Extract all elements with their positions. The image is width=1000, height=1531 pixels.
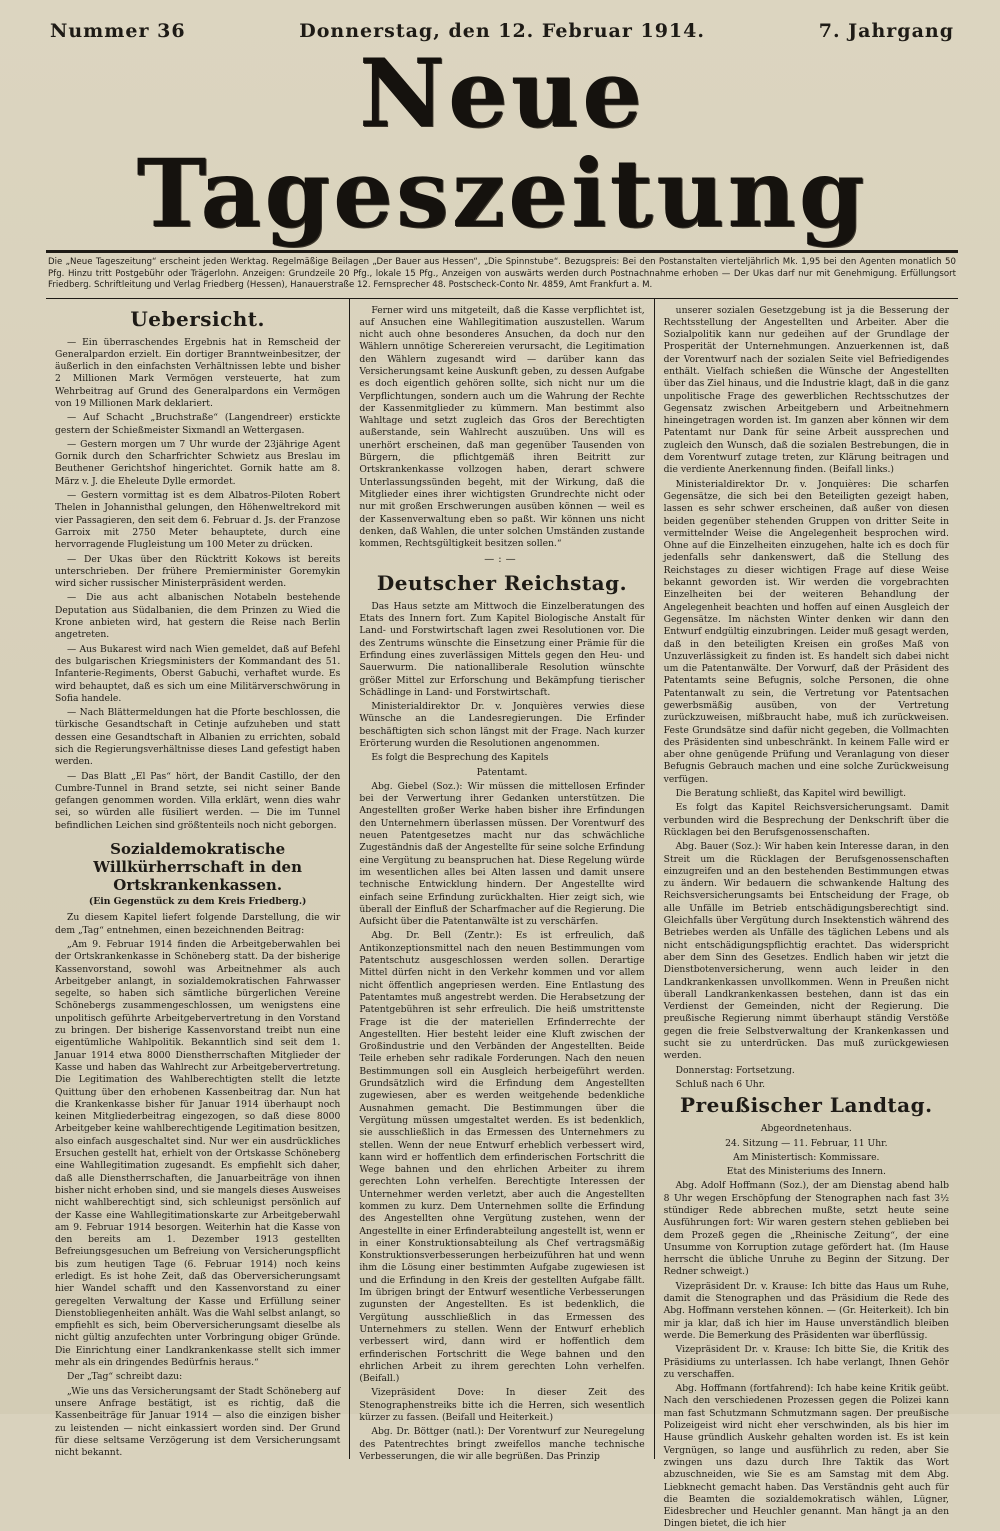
- paragraph: Ferner wird uns mitgeteilt, daß die Kasse verpflichtet ist, auf Ansuchen eine Wahllegitimation auszustellen. Warum nicht auch ohne besonderes Ansuchen, da doch nur den Wählern unnötige Scherereien verursacht, die Legitimation den Wählern zugesandt wird — darüber kann das Versicherungsamt keine Auskunft geben, zu dessen Aufgabe es doch eigentlich gehören sollte, sich nicht nur um die Verpflichtungen, sondern auch um die Wahrung der Rechte der Kassenmitglieder zu kümmern. Man bestimmt also Wahltage und setzt zugleich das Gros der Berechtigten außerstande, sein Wahlrecht auszuüben. Uns will es unerhört erscheinen, daß man gegenüber Tausenden von Bürgern, die pflichtgemäß ihren Beitritt zur Ortskrankenkasse vollzogen haben, derart schwere Unterlassungssünden begeht, mit der Wirkung, daß die Mitglieder eines ihrer wichtigsten Grundrechte nicht oder nur mit großen Erschwerungen ausüben können — weil es der Kassenverwaltung eben so paßt. Wir können uns nicht denken, daß Wahlen, die unter solchen Umständen zustande kommen, Rechtsgültigkeit besitzen sollen.“: [359, 304, 645, 550]
- column-3: [654, 299, 958, 1530]
- reichstag-cont-paragraphs: [664, 305, 949, 1092]
- paragraph: Es folgt das Kapitel Reichsversicherungsamt. Damit verbunden wird die Besprechung der Denkschrift über die Rücklagen bei den Berufsgenossenschaften.: [663, 802, 949, 838]
- patentamt-subheading: Patentamt.: [476, 766, 528, 778]
- paragraph: Der „Tag“ schreibt dazu:: [67, 1371, 183, 1383]
- article-subheading-krankenkassen: (Ein Gegenstück zu dem Kreis Friedberg.): [88, 896, 307, 908]
- paragraph: unserer sozialen Gesetzgebung ist ja die Besserung der Rechtsstellung der Angestellten und Arbeiter. Aber die Sozialpolitik kann nur gedeihen auf der Grundlage der Prosperität der Unternehmungen. Anzuerkennen ist, daß der Vorentwurf nach der sozialen Seite viel Befriedigendes enthält. Vielfach schießen die Wünsche der Angestellten über das Ziel hinaus, und die Industrie klagt, daß in die ganz unpolitische Frage des gewerblichen Rechtsschutzes der Gegensatz zwischen Arbeitgebern und Arbeitnehmern hineingetragen worden ist. Im ganzen aber können wir dem Patentamt nur Dank für seine Arbeit aussprechen und zugleich den Wunsch, daß die sozialen Bestrebungen, die in dem Vorentwurf zutage treten, zur Klärung beitragen und die verdiente Anerkennung finden. (Beifall links.): [663, 304, 949, 476]
- paragraph: Zu diesem Kapitel liefert folgende Darstellung, die wir dem „Tag“ entnehmen, einen bezeichnenden Beitrag:: [55, 912, 341, 936]
- landtag-sub-house: Abgeordnetenhaus.: [760, 1123, 852, 1135]
- paragraph: — Aus Bukarest wird nach Wien gemeldet, daß auf Befehl des bulgarischen Kriegsministers der Kommandant des 51. Infanterie-Regiments, Oberst Gabuchi, verhaftet wurde. Es wird behauptet, daß es sich um eine Militärverschwörung in Sofia handele.: [55, 643, 341, 704]
- continued-paragraphs: [359, 305, 644, 551]
- volume-year: 7. Jahrgang: [818, 20, 954, 42]
- article-columns: [46, 298, 958, 1530]
- paragraph: Abg. Dr. Böttger (natl.): Der Vorentwurf zur Neuregelung des Patentrechtes bringt zweifellos manche technische Verbesserungen, die wir alle begrüßen. Das Prinzip: [359, 1426, 645, 1462]
- paragraph: Abg. Giebel (Soz.): Wir müssen die mittellosen Erfinder bei der Verwertung ihrer Gedanken unterstützen. Die Angestellten großer Werke haben bisher ihre Erfindungen den Unternehmern überlassen müssen. Der Vorentwurf des neuen Patentgesetzes macht nur das schwächliche Zugeständnis daß der Angestellte für seine solche Erfindung eine Vergütung zu beanspruchen hat. Diese Regelung würde im wesentlichen alles bei Alten lassen und damit unsere technische Entwicklung hindern. Der Angestellte wird einfach seine Erfindung zurückhalten. Hier zeigt sich, wie überall der Einfluß der Scharfmacher auf die Regierung. Die Aufsicht über die Patentanwälte ist zu verschärfen.: [359, 780, 645, 928]
- landtag-sub-session: 24. Sitzung — 11. Februar, 11 Uhr.: [725, 1137, 888, 1149]
- reichstag-heading: Deutscher Reichstag.: [376, 570, 628, 595]
- landtag-sub-ministers: Am Ministertisch: Kommissare.: [733, 1151, 880, 1163]
- paragraph: Vizepräsident Dr. v. Krause: Ich bitte das Haus um Ruhe, damit die Stenographen und das Präsidium die Rede des Abg. Hoffmann verstehen können. — (Gr. Heiterkeit). Ich bin mir ja klar, daß ich hier im Hause unverständlich bleiben werde. Die Bemerkung des Präsidenten war überflüssig.: [663, 1280, 949, 1341]
- issue-number: Nummer 36: [50, 20, 186, 42]
- paragraph: „Am 9. Februar 1914 finden die Arbeitgeberwahlen bei der Ortskrankenkasse in Schöneberg statt. Da der bisherige Kassenvorstand, sowohl was Arbeitnehmer als auch Arbeitgeber anlangt, in sozialdemokratischen Fahrwasser segelte, so haben sich sämtliche bürgerlichen Vereine Schönebergs zusammengeschlossen, um wenigstens eine unpolitisch geführte Arbeitgebervertretung in den Vorstand zu bringen. Der bisherige Kassenvorstand treibt nun eine eigentümliche Wahlpolitik. Bekanntlich sind seit dem 1. Januar 1914 etwa 8000 Dienstherrschaften Mitglieder der Kasse und haben das Wahlrecht zur Arbeitgebervertretung. Die Legitimation des Wahlberechtigten stellt die letzte Quittung über den erhobenen Kassenbeitrag dar. Nun hat die Krankenkasse bisher für Januar 1914 überhaupt noch keinen Mitgliederbeitrag eingezogen, so daß diese 8000 Arbeitgeber keine wahlberechtigende Legitimation besitzen, also einfach ausgeschaltet sind. Nur wer ein ausdrückliches Ersuchen gestellt hat, erhielt von der Ortskasse Schöneberg eine Wahllegitimation zugesandt. Es empfiehlt sich daher, daß alle Dienstherrschaften, die Januarbeiträge von ihnen bisher nicht erhoben sind, und sie mangels dieses Ausweises nicht wahlberechtigt sind, sich schleunigst persönlich auf der Kasse eine Wahllegitimationskarte zur Arbeitgeberwahl am 9. Februar 1914 besorgen. Weiterhin hat die Kasse von den bereits am 1. Dezember 1913 gestellten Befreiungsgesuchen um Befreiung von Versicherungspflicht bis zum heutigen Tage (6. Februar 1914) noch keins erledigt. Es ist hohe Zeit, daß das Oberversicherungsamt hier Wandel schafft und den Kassenvorstand zu einer geregelten Verwaltung der Kasse und Erfüllung seiner Dienstobliegenheiten anhält. Was die Wahl selbst anlangt, so empfiehlt es sich, beim Oberversicherungsamt dieselbe als nicht gültig anzufechten unter Vorbringung obiger Gründe. Die Einrichtung einer Landkrankenkasse stellt sich immer mehr als ein dringendes Bedürfnis heraus.“: [55, 938, 341, 1369]
- publication-info: Die „Neue Tageszeitung“ erscheint jeden Werktag. Regelmäßige Beilagen „Der Bauer aus Hessen“, „Die Spinnstube“. Bezugspreis: Bei den Postanstalten vierteljährlich Mk. 1,95 bei den Agenten monatlich 50 Pfg. Hinzu tritt Postgebühr oder Trägerlohn. Anzeigen: Grundzeile 20 Pfg., lokale 15 Pfg., Anzeigen von auswärts werden durch Postnachnahme erhoben — Der Ukas darf nur mit Genehmigung. Erfüllungsort Friedberg. Schriftleitung und Verlag Friedberg (Hessen), Hanauerstraße 12. Fernsprecher 48. Postscheck-Conto Nr. 4859, Amt Frankfurt a. M.: [48, 257, 956, 290]
- paragraph: Vizepräsident Dove: In dieser Zeit des Stenographenstreiks bitte ich die Herren, sich wesentlich kürzer zu fassen. (Beifall und Heiterkeit.): [359, 1387, 645, 1424]
- paragraph: Abg. Bauer (Soz.): Wir haben kein Interesse daran, in den Streit um die Rücklagen der Berufsgenossenschaften einzugreifen und an den bestehenden Bestimmungen etwas zu ändern. Wir bedauern die schwankende Haltung des Reichsversicherungsamts bei Entscheidung der Frage, ob alle Unfälle im Betrieb entschädigungsberechtigt sind. Gleichfalls über Vergütung durch Insektenstich während des Betriebes werden als Unfälle des täglichen Lebens und als nicht entschädigungspflichtig erachtet. Das widerspricht aber dem Sinn des Gesetzes. Endlich haben wir jetzt die Dienstbotenversicherung, wenn auch leider in den Landkrankenkassen unvollkommen. Wenn in Preußen nicht überall Landkrankenkassen bestehen, dann ist das ein Verdienst der Gemeinden, nicht der Regierung. Die preußische Regierung nimmt überhaupt ständig Verstöße gegen die freie Selbstverwaltung der Krankenkassen und sucht sie zu unterdrücken. Das muß zurückgewiesen werden.: [663, 841, 949, 1062]
- landtag-sub-etat: Etat des Ministeriums des Innern.: [726, 1166, 886, 1178]
- landtag-heading: Preußischer Landtag.: [680, 1093, 933, 1118]
- paragraph: — Der Ukas über den Rücktritt Kokows ist bereits unterschrieben. Der frühere Premierminister Goremykin wird sicher russischer Ministerpräsident werden.: [55, 553, 341, 590]
- overview-heading: Uebersicht.: [130, 306, 266, 331]
- paragraph: Abg. Dr. Bell (Zentr.): Es ist erfreulich, daß Antikonzeptionsmittel nach den neuen Bestimmungen vom Patentschutz ausgeschlossen werden sollen. Derartige Mittel dürfen nicht in den Verkehr kommen und vor allem nicht öffentlich angepriesen werden. Eine Entlastung des Patentamtes muß angestrebt werden. Die Herabsetzung der Patentgebühren ist sehr erfreulich. Die heiß umstrittenste Frage ist die der materiellen Erfinderrechte der Angestellten. Hier besteht leider eine Kluft zwischen der Großindustrie und den Verbänden der Angestellten. Beide Teile erheben sehr radikale Forderungen. Nach den neuen Bestimmungen soll ein Ausgleich herbeigeführt werden. Grundsätzlich wird die Erfindung dem Angestellten zugewiesen, aber es werden weitgehende bedenkliche Ausnahmen gemacht. Die Bestimmungen über die Vergütung müssen umgestaltet werden. Es ist bedenklich, sie ausschließlich in das Ermessen des Unternehmers zu stellen. Wenn der neue Entwurf erheblich verbessert wird, kann wird er hoffentlich dem erfinderischen Fortschritt die Wege bahnen und den ehrlichen Arbeiter zu ihrem gerechten Lohn verhelfen. Berechtigte Interessen der Unternehmer werden verletzt, aber auch die Angestellten kommen zu kurz. Dem Unternehmen sollte die Erfindung des Angestellten ohne Vergütung zustehen, wenn der Angestellte in einer Erfinderabteilung angestellt ist, wenn er in einer Konstruktionsabteilung als Chef vertragsmäßig Konstruktionsverbesserungen herbeizuführen hat und wenn ihm die Lösung einer bestimmten Aufgabe zugewiesen ist und die Erfindung in den Kreis der gestellten Aufgabe fällt. Im übrigen bringt der Entwurf wesentliche Verbesserungen zugunsten der Angestellten. Es ist bedenklich, die Vergütung ausschließlich in das Ermessen des Unternehmers zu stellen. Wenn der Entwurf erheblich verbessert wird, dann wird er hoffentlich dem erfinderischen Fortschritt die Wege bahnen und den ehrlichen Arbeit zu ihrem gerechten Lohn verhelfen. (Beifall.): [359, 930, 645, 1385]
- paragraph: — Nach Blättermeldungen hat die Pforte beschlossen, die türkische Gesandtschaft in Cetinje aufzuheben und statt dessen eine Gesandtschaft in Albanien zu errichten, sobald sich die Regierungsverhältnisse dieses Land gefestigt haben werden.: [55, 707, 341, 768]
- paragraph: Die Beratung schließt, das Kapitel wird bewilligt.: [675, 788, 907, 800]
- paragraph: „Wie uns das Versicherungsamt der Stadt Schöneberg auf unsere Anfrage bestätigt, ist es richtig, daß die Kassenbeiträge für Januar 1914 — also die einzigen bisher zu leistenden — nicht einkassiert worden sind. Der Grund für diese seltsame Verzögerung ist dem Versicherungsamt nicht bekannt.: [55, 1385, 341, 1459]
- landtag-paragraphs: [664, 1180, 949, 1530]
- reichstag-paragraphs: [359, 601, 644, 765]
- masthead-title: Neue Tageszeitung: [136, 39, 868, 249]
- krankenkassen-paragraphs: [55, 912, 340, 1459]
- article-heading-krankenkassen: Sozialdemokratische Willkürherrschaft in den Ortskrankenkassen.: [93, 840, 303, 895]
- paragraph: — Das Blatt „El Pas“ hört, der Bandit Castillo, der den Cumbre-Tunnel in Brand setzte, sei nicht seiner Bande gefangen genommen worden. Villa erklärt, wenn dies wahr sei, so würden alle füsiliert werden. — Die im Tunnel befindlichen Leichen sind größtenteils noch nicht geborgen.: [55, 770, 341, 831]
- paragraph: Das Haus setzte am Mittwoch die Einzelberatungen des Etats des Innern fort. Zum Kapitel Biologische Anstalt für Land- und Forstwirtschaft lagen zwei Resolutionen vor. Die des Zentrums wünschte die Einsetzung einer Prämie für die Erfindung eines zuverlässigen Mittels gegen den Heu- und Sauerwurm. Die nationalliberale Resolution wünschte größer Mittel zur Erforschung und Bekämpfung tierischer Schädlinge in Land- und Forstwirtschaft.: [359, 600, 645, 698]
- patentamt-paragraphs: [359, 781, 644, 1463]
- paragraph: — Ein überraschendes Ergebnis hat in Remscheid der Generalpardon erzielt. Ein dortiger Branntweinbesitzer, der äußerlich in den einfachsten Verhältnissen lebte und bisher 2 Millionen Mark Vermögen versteuerte, hat zum Wehrbeitrag auf Grund des Generalpardons ein Vermögen von 19 Millionen Mark deklariert.: [55, 336, 341, 409]
- paragraph: Abg. Adolf Hoffmann (Soz.), der am Dienstag abend halb 8 Uhr wegen Erschöpfung der Stenographen nach fast 3½ stündiger Rede abbrechen mußte, setzt heute seine Ausführungen fort: Wir waren gestern stehen geblieben bei dem Prozeß gegen die „Rheinische Zeitung“, der eine Unsumme von Korruption zutage gefördert hat. (Im Hause herrscht die übliche Unruhe zu Beginn der Sitzung. Der Redner schweigt.): [663, 1180, 949, 1278]
- overview-paragraphs: [55, 337, 340, 833]
- column-2: [349, 299, 653, 1462]
- issue-date: Donnerstag, den 12. Februar 1914.: [299, 20, 705, 42]
- paragraph: Ministerialdirektor Dr. v. Jonquières verwies diese Wünsche an die Landesregierungen. Die Erfinder beschäftigten sich schon längst mit der Frage. Nach kurzer Erörterung wurden die Resolutionen angenommen.: [359, 701, 645, 749]
- paragraph: Es folgt die Besprechung des Kapitels: [371, 752, 549, 764]
- paragraph: — Gestern vormittag ist es dem Albatros-Piloten Robert Thelen in Johannisthal gelungen, den Höhenweltrekord mit vier Passagieren, den seit dem 6. Februar d. Js. der Franzose Garroix mit 2750 Meter behauptete, durch eine hervorragende Flugleistung um 100 Meter zu drücken.: [55, 490, 341, 551]
- paragraph: Vizepräsident Dr. v. Krause: Ich bitte Sie, die Kritik des Präsidiums zu unterlassen. Ich habe verlangt, Ihnen Gehör zu verschaffen.: [663, 1344, 949, 1380]
- column-1: [46, 299, 349, 1459]
- paragraph: — Gestern morgen um 7 Uhr wurde der 23jährige Agent Gornik durch den Scharfrichter Schwietz aus Breslau im Beuthener Gerichtshof hingerichtet. Gornik hatte am 8. März v. J. die Eheleute Dylle ermordet.: [55, 438, 341, 487]
- section-separator: —:—: [484, 554, 520, 566]
- paragraph: Donnerstag: Fortsetzung.: [675, 1064, 795, 1076]
- paragraph: Abg. Hoffmann (fortfahrend): Ich habe keine Kritik geübt. Nach den verschiedenen Prozessen gegen die Polizei kann man fast Schutzmann Schmutzmann sagen. Der preußische Polizeigeist wird nicht eher verschwinden, als bis hier im Hause gründlich Auskehr gehalten worden ist. Es ist kein Vergnügen, so lange und ausführlich zu reden, aber Sie zwingen uns dazu durch Ihre Taktik das Wort abzuschneiden, wie Sie es am Samstag mit dem Abg. Liebknecht gemacht haben. Das Verständnis geht auch für die Beamten die sozialdemokratisch wählen, Lügner, Eidesbrecher und Heuchler genannt. Man hängt ja an den Dingen bietet, die ich hier: [663, 1383, 949, 1530]
- paragraph: — Die aus acht albanischen Notabeln bestehende Deputation aus Südalbanien, die dem Prinzen zu Wied die Krone anbieten wird, hat gestern die Reise nach Berlin angetreten.: [55, 592, 341, 641]
- paragraph: Ministerialdirektor Dr. v. Jonquières: Die scharfen Gegensätze, die sich bei den Beteiligten gezeigt haben, lassen es sehr schwer erscheinen, daß außer von diesen beiden gegenüber stehenden Gruppen von dritter Seite in vermittelnder Weise die Angelegenheit besprochen wird. Ohne auf die Einzelheiten einzugehen, halte ich es doch für jedenfalls sehr dankenswert, daß die Stellung des Reichstages zu dieser wichtigen Frage auf diese Weise bekannt geworden ist. Wir werden die vorgebrachten Einzelheiten bei der weiteren Behandlung der Angelegenheit beachten und hoffen auf einen Ausgleich der Gegensätze. Im nächsten Winter denken wir dann den Entwurf endgültig einzubringen. Leider muß gesagt werden, daß in den beteiligten Kreisen ein großes Maß von Unzuverlässigkeit zu finden ist. Es handelt sich dabei nicht um die Patentanwälte. Der Vorwurf, daß der Präsident des Patentamts seine Befugnis, solche Personen, die ohne Patentanwalt zu sein, die Vertretung vor Patentsachen gewerbsmäßig ausüben, von der Vertretung zurückzuweisen, mißbraucht habe, muß ich zurückweisen. Feste Grundsätze sind dafür nicht gegeben, die Vollmachten des Präsidenten sind unbeschränkt. In keinem Falle wird er aber ohne genügende Prüfung und Veranlagung von dieser Befugnis Gebrauch machen und eine solche Zurückweisung verfügen.: [663, 478, 949, 785]
- paragraph: Schluß nach 6 Uhr.: [675, 1078, 766, 1090]
- paragraph: — Auf Schacht „Bruchstraße“ (Langendreer) erstickte gestern der Schießmeister Sixmandl an Wettergasen.: [55, 412, 341, 436]
